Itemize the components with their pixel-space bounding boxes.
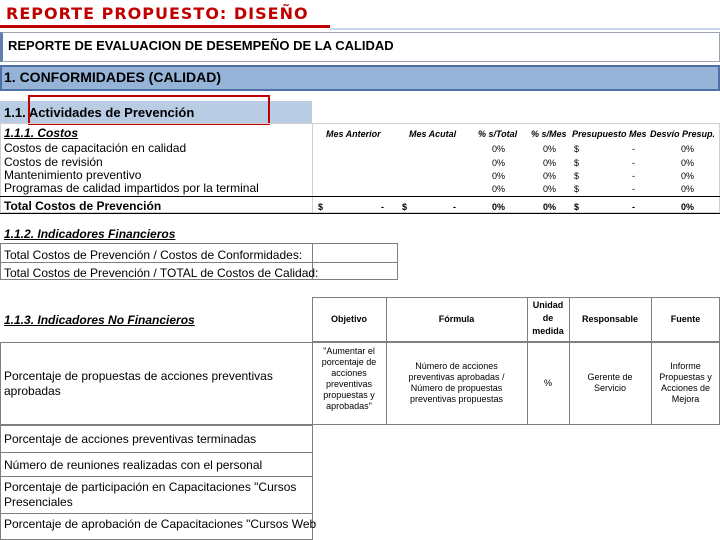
objetivo-line: aprobadas" [326,401,372,411]
cost-row-budget-sym: $ [574,144,580,154]
formula-line: preventivas propuestas [409,394,504,404]
subsection-title: 1.1. Actividades de Prevención [4,105,195,120]
total-prev: - [381,202,384,212]
responsable-line: Servicio [593,383,626,393]
financial-row-label: Total Costos de Prevención / Costos de Conformidades: [4,248,303,262]
cost-row-label: Costos de capacitación en calidad [4,141,187,155]
nonfin-row-label: Número de reuniones realizadas con el personal [4,458,263,472]
nonfin-row-label: Porcentaje de propuestas de acciones preventivas [4,369,273,383]
header-mes-actual: Mes Acutal [409,129,457,139]
formula-line: Número de acciones [415,361,498,371]
cost-row-pct-mes: 0% [543,144,557,154]
nonfin-row-label: Porcentaje de aprobación de Capacitaciones "Cursos Web [4,517,317,531]
header-responsable: Responsable [581,314,639,324]
slide-title: REPORTE PROPUESTO: DISEÑO [6,4,309,23]
header-formula: Fórmula [438,314,475,324]
objetivo-line: "Aumentar el [323,346,375,356]
objetivo-line: porcentaje de [321,357,377,367]
cost-row-label: Mantenimiento preventivo [4,168,142,182]
section-title: 1. CONFORMIDADES (CALIDAD) [4,69,221,85]
costs-label: 1.1.1. Costos [4,126,79,140]
cost-row-pct-mes: 0% [543,171,557,181]
nonfin-row-label: Porcentaje de participación en Capacitaciones "Cursos [4,480,297,494]
total-pct-mes: 0% [543,202,557,212]
report-title: REPORTE DE EVALUACION DE DESEMPEÑO DE LA CALIDAD [8,38,394,53]
cost-row-pct-total: 0% [492,144,506,154]
cost-row-pct-mes: 0% [543,158,557,168]
fuente-line: Propuestas y [659,372,712,382]
cost-row-budget-sym: $ [574,184,580,194]
financial-row-divider [0,262,398,263]
highlight-box [28,95,270,125]
header-unidad-1: Unidad [532,300,564,310]
total-row-border [0,196,720,197]
objetivo-line: acciones [331,368,367,378]
responsable-line: Gerente de [587,372,633,382]
title-underline [0,25,330,28]
total-budget: - [632,202,635,212]
total-pct-total: 0% [492,202,506,212]
fuente-line: Informe [670,361,701,371]
header-unidad-2: de [542,313,554,323]
header-pct-total: % s/Total [478,129,518,139]
cost-row-desvio: 0% [681,171,695,181]
fuente-line: Acciones de [660,383,711,393]
costs-col-divider [312,123,313,213]
nonfin-row-label: Porcentaje de acciones preventivas terminadas [4,432,257,446]
cost-row-pct-mes: 0% [543,184,557,194]
financial-row-label: Total Costos de Prevención / TOTAL de Costos de Calidad: [4,266,319,280]
nonfin-row-label: aprobadas [4,384,61,398]
cost-row-desvio: 0% [681,158,695,168]
cost-row-desvio: 0% [681,144,695,154]
objetivo-line: preventivas [325,379,373,389]
nonfin-label: 1.1.3. Indicadores No Financieros [4,313,195,327]
total-curr: - [453,202,456,212]
cost-row-label: Costos de revisión [4,155,103,169]
header-mes-anterior: Mes Anterior [326,129,381,139]
header-presupuesto: Presupuesto Mes [572,129,647,139]
cost-row-label: Programas de calidad impartidos por la terminal [4,181,259,195]
cost-row-budget-sym: $ [574,171,580,181]
nonfin-row-divider [0,452,313,453]
cost-row-budget: - [632,144,635,154]
fuente-line: Mejora [671,394,700,404]
nonfin-row-divider [0,476,313,477]
total-costs-label: Total Costos de Prevención [4,199,162,213]
header-pct-mes: % s/Mes [531,129,567,139]
formula-line: Número de propuestas [410,383,503,393]
total-curr-sym: $ [402,202,408,212]
financial-label: 1.1.2. Indicadores Financieros [4,227,176,241]
costs-bottom-border [0,213,720,214]
cost-row-pct-total: 0% [492,158,506,168]
total-prev-sym: $ [318,202,324,212]
cost-row-budget: - [632,184,635,194]
cost-row-pct-total: 0% [492,171,506,181]
objetivo-line: propuestas y [323,390,375,400]
total-desvio: 0% [681,202,695,212]
cost-row-budget: - [632,158,635,168]
header-fuente: Fuente [670,314,701,324]
unidad-value: % [543,378,552,388]
total-budget-sym: $ [574,202,580,212]
cost-row-budget: - [632,171,635,181]
cost-row-pct-total: 0% [492,184,506,194]
header-unidad-3: medida [532,326,564,336]
nonfin-row-label: Presenciales [4,495,73,509]
cost-row-desvio: 0% [681,184,695,194]
header-desvio: Desvío Presup. [650,129,716,139]
title-divider [330,28,720,30]
nonfin-row-divider [0,513,313,514]
formula-line: preventivas aprobadas / [408,372,505,382]
header-objetivo: Objetivo [330,314,367,324]
cost-row-budget-sym: $ [574,158,580,168]
